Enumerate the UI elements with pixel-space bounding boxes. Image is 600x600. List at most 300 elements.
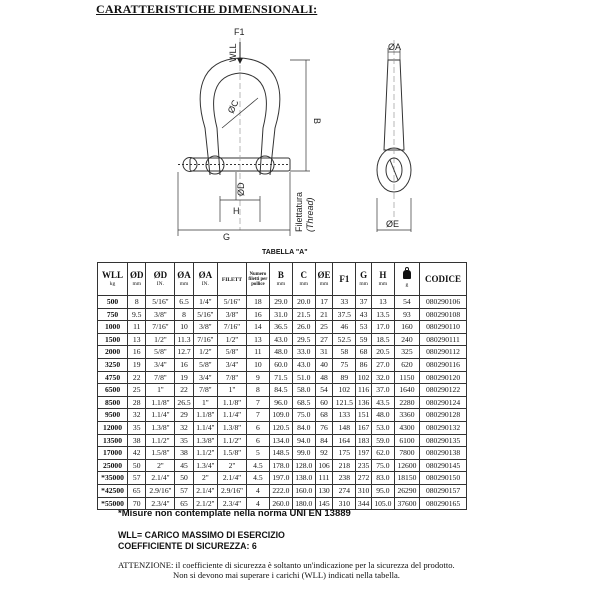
table-row <box>98 333 467 346</box>
table-cell: 2'' <box>217 459 246 472</box>
table-cell: 92 <box>315 447 333 460</box>
table-cell: 99.0 <box>292 447 315 460</box>
table-cell: 111 <box>315 472 333 485</box>
table-cell: 5/8'' <box>217 346 246 359</box>
table-cell: 21 <box>315 308 333 321</box>
table-cell: 151 <box>356 409 372 422</box>
table-cell: 138.0 <box>292 472 315 485</box>
table-cell: 48.0 <box>269 346 292 359</box>
note-attention-line2: Non si devono mai superare i carichi (WLL) indicati nella tabella. <box>173 570 400 580</box>
table-row <box>98 421 467 434</box>
header-d-mm: ØD mm <box>128 263 146 296</box>
table-cell: 134.0 <box>269 434 292 447</box>
table-row <box>98 384 467 397</box>
table-cell: 3/8'' <box>217 308 246 321</box>
table-cell: 102 <box>356 371 372 384</box>
table-cell: 3/8'' <box>193 321 217 334</box>
table-cell: 1'' <box>217 384 246 397</box>
note-wll-definition: WLL= CARICO MASSIMO DI ESERCIZIO <box>118 530 285 540</box>
table-cell: 94.0 <box>292 434 315 447</box>
table-cell: 51.0 <box>292 371 315 384</box>
table-cell: 7/8'' <box>217 371 246 384</box>
table-cell: 12.7 <box>175 346 193 359</box>
table-cell: 93 <box>394 308 419 321</box>
table-cell: 7/16'' <box>146 321 175 334</box>
table-cell: 080290150 <box>420 472 467 485</box>
table-row <box>98 371 467 384</box>
table-cell: 32 <box>128 409 146 422</box>
table-cell: 86 <box>356 358 372 371</box>
table-cell: 9500 <box>98 409 128 422</box>
table-cell: 57 <box>175 484 193 497</box>
table-cell: 32.0 <box>371 371 394 384</box>
table-cell: 1'' <box>146 384 175 397</box>
table-cell: 3250 <box>98 358 128 371</box>
table-cell: 29 <box>175 409 193 422</box>
table-cell: 272 <box>356 472 372 485</box>
table-cell: 42 <box>128 447 146 460</box>
label-g: G <box>223 232 231 242</box>
label-d: ØD <box>236 182 246 196</box>
table-cell: 20.0 <box>292 296 315 309</box>
table-cell: 27 <box>315 333 333 346</box>
table-cell: 080290132 <box>420 421 467 434</box>
table-cell: 68 <box>315 409 333 422</box>
table-header-row <box>98 263 467 296</box>
table-cell: 2.1/4'' <box>217 472 246 485</box>
table-cell: 13500 <box>98 434 128 447</box>
table-row <box>98 396 467 409</box>
table-cell: 080290116 <box>420 358 467 371</box>
table-cell: 080290120 <box>420 371 467 384</box>
table-cell: 1.3/4'' <box>193 459 217 472</box>
table-title: TABELLA "A" <box>262 249 308 256</box>
table-cell: 7 <box>246 409 269 422</box>
table-cell: 38 <box>128 434 146 447</box>
table-cell: 167 <box>356 421 372 434</box>
table-cell: 6100 <box>394 434 419 447</box>
table-cell: 6500 <box>98 384 128 397</box>
table-cell: 4.5 <box>246 472 269 485</box>
table-cell: 148.5 <box>269 447 292 460</box>
header-g: G mm <box>356 263 372 296</box>
table-cell: 7/8'' <box>146 371 175 384</box>
shackle-side-view <box>377 40 411 220</box>
table-row <box>98 434 467 447</box>
table-cell: 4.5 <box>246 459 269 472</box>
table-cell: 197.0 <box>269 472 292 485</box>
table-cell: 222.0 <box>269 484 292 497</box>
table-cell: 35 <box>175 434 193 447</box>
table-cell: 4 <box>246 497 269 510</box>
table-cell: 4750 <box>98 371 128 384</box>
table-cell: 130 <box>315 484 333 497</box>
table-cell: 26290 <box>394 484 419 497</box>
table-cell: 96.0 <box>269 396 292 409</box>
label-filettatura: Filettatura <box>294 191 304 232</box>
table-cell: 1.1/4'' <box>193 421 217 434</box>
table-cell: 28 <box>128 396 146 409</box>
table-cell: 62.0 <box>371 447 394 460</box>
table-cell: 36.5 <box>269 321 292 334</box>
table-cell: 18150 <box>394 472 419 485</box>
table-cell: 1.1/4'' <box>217 409 246 422</box>
table-cell: 1.3/8'' <box>193 434 217 447</box>
note-attention-line1: ATTENZIONE: il coefficiente di sicurezza è soltanto un'indicazione per la sicurezza del prodotto. <box>118 560 455 570</box>
table-cell: 20.5 <box>371 346 394 359</box>
table-cell: 6 <box>246 434 269 447</box>
table-cell: 26.0 <box>292 321 315 334</box>
label-thread: (Thread) <box>305 197 315 232</box>
table-cell: 33 <box>333 296 356 309</box>
table-cell: 121.5 <box>333 396 356 409</box>
header-a-mm: ØA mm <box>175 263 193 296</box>
table-row <box>98 308 467 321</box>
table-cell: 2.1/4'' <box>193 484 217 497</box>
table-cell: 1.1/8'' <box>193 409 217 422</box>
table-cell: 3/4'' <box>193 371 217 384</box>
table-cell: 1/2'' <box>217 333 246 346</box>
table-cell: 29.5 <box>292 333 315 346</box>
table-cell: 25 <box>128 384 146 397</box>
table-cell: 128.0 <box>292 459 315 472</box>
table-cell: 40 <box>315 358 333 371</box>
table-cell: 6.5 <box>175 296 193 309</box>
table-row <box>98 472 467 485</box>
header-filett: FILETT <box>217 263 246 296</box>
table-cell: 10 <box>175 321 193 334</box>
table-cell: 89 <box>333 371 356 384</box>
table-cell: 1.1/2'' <box>146 434 175 447</box>
table-cell: 68.5 <box>292 396 315 409</box>
table-cell: 4300 <box>394 421 419 434</box>
table-cell: 17 <box>315 296 333 309</box>
table-cell: 26.5 <box>175 396 193 409</box>
table-cell: 080290138 <box>420 447 467 460</box>
table-cell: *42500 <box>98 484 128 497</box>
label-wll: WLL <box>228 43 238 62</box>
table-cell: 7 <box>246 396 269 409</box>
table-cell: 080290145 <box>420 459 467 472</box>
table-cell: 43.0 <box>269 333 292 346</box>
table-cell: 31.0 <box>269 308 292 321</box>
table-cell: 500 <box>98 296 128 309</box>
table-cell: 080290108 <box>420 308 467 321</box>
table-cell: 1150 <box>394 371 419 384</box>
table-cell: 7/8'' <box>193 384 217 397</box>
table-cell: 25 <box>315 321 333 334</box>
table-cell: 68 <box>356 346 372 359</box>
table-cell: 53 <box>356 321 372 334</box>
table-cell: 33.0 <box>292 346 315 359</box>
table-cell: 48.0 <box>371 409 394 422</box>
table-cell: 57 <box>128 472 146 485</box>
header-b: B mm <box>269 263 292 296</box>
table-cell: 43 <box>356 308 372 321</box>
table-cell: 9 <box>246 371 269 384</box>
table-cell: 218 <box>333 459 356 472</box>
table-cell: 2'' <box>193 472 217 485</box>
table-cell: 1.1/2'' <box>217 434 246 447</box>
header-c: C mm <box>292 263 315 296</box>
table-cell: 080290110 <box>420 321 467 334</box>
note-safety-factor: COEFFICIENTE DI SICUREZZA: 6 <box>118 541 257 551</box>
table-cell: 8 <box>246 384 269 397</box>
table-cell: 080290122 <box>420 384 467 397</box>
table-cell: 2.9/16'' <box>146 484 175 497</box>
table-cell: 3/4'' <box>217 358 246 371</box>
table-cell: 29.0 <box>269 296 292 309</box>
page-heading: CARATTERISTICHE DIMENSIONALI: <box>96 2 318 16</box>
label-f1: F1 <box>234 27 245 37</box>
table-cell: 102 <box>333 384 356 397</box>
table-cell: 58 <box>333 346 356 359</box>
table-cell: 080290111 <box>420 333 467 346</box>
table-cell: 1.5/8'' <box>217 447 246 460</box>
table-cell: 59 <box>356 333 372 346</box>
table-cell: 60 <box>315 396 333 409</box>
table-cell: 17000 <box>98 447 128 460</box>
table-cell: 2'' <box>146 459 175 472</box>
table-cell: 109.0 <box>269 409 292 422</box>
table-cell: 1.3/8'' <box>217 421 246 434</box>
table-cell: 54 <box>394 296 419 309</box>
label-h: H <box>233 206 240 216</box>
table-body <box>98 296 467 510</box>
table-cell: 180.0 <box>292 497 315 510</box>
table-cell: 11.3 <box>175 333 193 346</box>
table-cell: 18.5 <box>371 333 394 346</box>
table-cell: 21.5 <box>292 308 315 321</box>
table-cell: 53.0 <box>371 421 394 434</box>
table-cell: 1.1/8'' <box>146 396 175 409</box>
table-cell: 37.5 <box>333 308 356 321</box>
table-cell: 32 <box>175 421 193 434</box>
table-cell: 133 <box>333 409 356 422</box>
table-row <box>98 358 467 371</box>
header-codice: CODICE <box>420 263 467 296</box>
table-cell: 14 <box>246 321 269 334</box>
table-cell: 2.1/4'' <box>146 472 175 485</box>
table-cell: 16 <box>246 308 269 321</box>
header-weight: g <box>394 263 419 296</box>
table-cell: 83.0 <box>371 472 394 485</box>
table-cell: 310 <box>356 484 372 497</box>
table-cell: 105.0 <box>371 497 394 510</box>
table-row <box>98 484 467 497</box>
table-cell: 60.0 <box>269 358 292 371</box>
table-cell: 1/2'' <box>146 333 175 346</box>
table-cell: 16 <box>175 358 193 371</box>
table-cell: 22 <box>128 371 146 384</box>
table-cell: 43.5 <box>371 396 394 409</box>
table-cell: 95.0 <box>371 484 394 497</box>
table-cell: 65 <box>175 497 193 510</box>
table-cell: 3/4'' <box>146 358 175 371</box>
table-row <box>98 459 467 472</box>
table-cell: 620 <box>394 358 419 371</box>
table-cell: 8 <box>128 296 146 309</box>
table-cell: 2.9/16'' <box>217 484 246 497</box>
label-e: ØE <box>386 219 400 229</box>
table-cell: 1.1/2'' <box>193 447 217 460</box>
table-cell: 13 <box>371 296 394 309</box>
table-cell: 5/16'' <box>146 296 175 309</box>
table-cell: 17.0 <box>371 321 394 334</box>
table-cell: 160.0 <box>292 484 315 497</box>
table-cell: 31 <box>315 346 333 359</box>
table-cell: 54 <box>315 384 333 397</box>
table-cell: 160 <box>394 321 419 334</box>
table-cell: 1/4'' <box>193 296 217 309</box>
header-wll: WLL kg <box>98 263 128 296</box>
label-b: B <box>312 118 322 125</box>
header-e: ØE mm <box>315 263 333 296</box>
table-cell: 43.0 <box>292 358 315 371</box>
table-cell: 1'' <box>193 396 217 409</box>
table-cell: 12600 <box>394 459 419 472</box>
table-cell: 75.0 <box>371 459 394 472</box>
table-row <box>98 296 467 309</box>
table-cell: 145 <box>315 497 333 510</box>
table-cell: 080290135 <box>420 434 467 447</box>
weight-icon <box>403 270 411 279</box>
table-cell: 50 <box>175 472 193 485</box>
table-cell: 84 <box>315 434 333 447</box>
table-cell: 106 <box>315 459 333 472</box>
table-cell: 175 <box>333 447 356 460</box>
table-cell: 5/8'' <box>146 346 175 359</box>
table-cell: 164 <box>333 434 356 447</box>
header-a-in: ØA IN. <box>193 263 217 296</box>
table-cell: 13.5 <box>371 308 394 321</box>
table-cell: 25000 <box>98 459 128 472</box>
table-row <box>98 346 467 359</box>
table-cell: 50 <box>128 459 146 472</box>
table-row <box>98 321 467 334</box>
table-cell: 38 <box>175 447 193 460</box>
table-cell: 18 <box>246 296 269 309</box>
table-cell: 13 <box>246 333 269 346</box>
table-cell: 27.0 <box>371 358 394 371</box>
table-cell: 120.5 <box>269 421 292 434</box>
table-cell: 8500 <box>98 396 128 409</box>
table-cell: 1.1/4'' <box>146 409 175 422</box>
table-cell: 3/8'' <box>146 308 175 321</box>
table-cell: 11 <box>128 321 146 334</box>
table-cell: 1.3/8'' <box>146 421 175 434</box>
table-cell: 13 <box>128 333 146 346</box>
table-cell: 240 <box>394 333 419 346</box>
table-cell: 71.5 <box>269 371 292 384</box>
table-cell: 136 <box>356 396 372 409</box>
table-cell: 080290128 <box>420 409 467 422</box>
table-cell: 3360 <box>394 409 419 422</box>
table-cell: 19 <box>128 358 146 371</box>
table-cell: 37600 <box>394 497 419 510</box>
table-cell: 8 <box>175 308 193 321</box>
table-cell: 235 <box>356 459 372 472</box>
table-cell: 274 <box>333 484 356 497</box>
table-cell: 2.1/2'' <box>193 497 217 510</box>
table-cell: 35 <box>128 421 146 434</box>
table-cell: 197 <box>356 447 372 460</box>
table-cell: 310 <box>333 497 356 510</box>
table-cell: 178.0 <box>269 459 292 472</box>
dimensions-table <box>97 262 467 510</box>
shackle-front-view <box>178 58 290 175</box>
table-cell: 1.5/8'' <box>146 447 175 460</box>
table-cell: 9.5 <box>128 308 146 321</box>
table-cell: 59.0 <box>371 434 394 447</box>
table-cell: 5/16'' <box>193 308 217 321</box>
table-cell: 52.5 <box>333 333 356 346</box>
table-cell: 10 <box>246 358 269 371</box>
table-cell: 080290112 <box>420 346 467 359</box>
table-cell: 080290124 <box>420 396 467 409</box>
table-cell: 1.1/8'' <box>217 396 246 409</box>
shackle-diagram <box>0 0 600 250</box>
table-cell: 46 <box>333 321 356 334</box>
table-row <box>98 447 467 460</box>
table-cell: 12000 <box>98 421 128 434</box>
table-cell: 7/16'' <box>217 321 246 334</box>
table-cell: *55000 <box>98 497 128 510</box>
table-cell: 5 <box>246 447 269 460</box>
table-cell: 7/16'' <box>193 333 217 346</box>
table-cell: 7800 <box>394 447 419 460</box>
table-cell: 2000 <box>98 346 128 359</box>
table-cell: 65 <box>128 484 146 497</box>
table-cell: 1500 <box>98 333 128 346</box>
table-cell: 080290157 <box>420 484 467 497</box>
table-cell: 37.0 <box>371 384 394 397</box>
table-cell: 11 <box>246 346 269 359</box>
table-cell: 5/16'' <box>217 296 246 309</box>
table-cell: 75 <box>333 358 356 371</box>
table-cell: 84.5 <box>269 384 292 397</box>
table-cell: 116 <box>356 384 372 397</box>
table-cell: 183 <box>356 434 372 447</box>
table-cell: 84.0 <box>292 421 315 434</box>
table-cell: 5/8'' <box>193 358 217 371</box>
table-cell: 1640 <box>394 384 419 397</box>
table-cell: 37 <box>356 296 372 309</box>
table-cell: 080290165 <box>420 497 467 510</box>
table-cell: 2.3/4'' <box>146 497 175 510</box>
table-cell: 238 <box>333 472 356 485</box>
table-cell: 2.3/4'' <box>217 497 246 510</box>
table-cell: 080290106 <box>420 296 467 309</box>
table-cell: 48 <box>315 371 333 384</box>
table-cell: 22 <box>175 384 193 397</box>
table-row <box>98 409 467 422</box>
table-cell: 1/2'' <box>193 346 217 359</box>
table-cell: 260.0 <box>269 497 292 510</box>
label-c: ØC <box>225 98 241 115</box>
table-cell: 75.0 <box>292 409 315 422</box>
table-cell: 750 <box>98 308 128 321</box>
table-cell: 45 <box>175 459 193 472</box>
table-cell: 19 <box>175 371 193 384</box>
table-cell: 6 <box>246 421 269 434</box>
header-threads-per-inch: Numero filetti per pollice <box>246 263 269 296</box>
header-d-in: ØD IN. <box>146 263 175 296</box>
table-cell: 325 <box>394 346 419 359</box>
table-cell: 2280 <box>394 396 419 409</box>
table-cell: 148 <box>333 421 356 434</box>
table-cell: 16 <box>128 346 146 359</box>
